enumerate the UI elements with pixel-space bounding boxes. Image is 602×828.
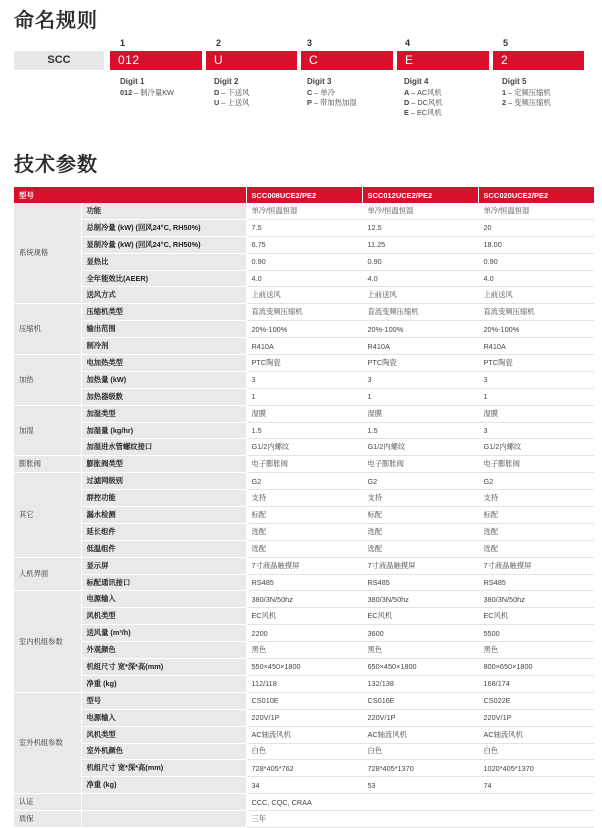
value-cell: 7.5 (246, 219, 362, 236)
digit-description: D – 下送风 U – 上送风 (214, 88, 250, 107)
value-cell: 1.5 (362, 422, 478, 439)
value-cell: 选配 (246, 523, 362, 540)
value-cell: 11.25 (362, 236, 478, 253)
code-digit-3: C (301, 51, 393, 70)
value-cell: 74 (478, 777, 594, 794)
table-row (14, 490, 594, 507)
param-cell: 送风量 (m³/h) (81, 625, 246, 642)
param-cell: 型号 (81, 692, 246, 709)
value-cell: 上前送风 (246, 287, 362, 304)
param-cell: 全年能效比(AEER) (81, 270, 246, 287)
value-cell: 白色 (246, 743, 362, 760)
table-row (14, 743, 594, 760)
table-header-row (14, 187, 594, 203)
value-cell: 7寸液晶触摸屏 (246, 557, 362, 574)
param-cell: 过滤网级别 (81, 473, 246, 490)
value-cell: 20%-100% (246, 321, 362, 338)
digit-description: 1 – 定频压缩机 2 – 变频压缩机 (502, 88, 551, 107)
digit-title: Digit 3 (307, 77, 332, 86)
value-cell: G1/2内螺纹 (362, 439, 478, 456)
param-cell: 漏水检测 (81, 507, 246, 524)
table-row (14, 338, 594, 355)
value-cell: PTC陶瓷 (478, 355, 594, 372)
table-row (14, 388, 594, 405)
table-row (14, 574, 594, 591)
table-row (14, 473, 594, 490)
value-cell: G1/2内螺纹 (478, 439, 594, 456)
value-cell: 220V/1P (246, 709, 362, 726)
table-row (14, 777, 594, 794)
table-row (14, 321, 594, 338)
value-cell: 黑色 (362, 642, 478, 659)
value-cell: 380/3N/50hz (246, 591, 362, 608)
value-cell: 直流变频压缩机 (246, 304, 362, 321)
value-cell: RS485 (478, 574, 594, 591)
digit-description: C – 单冷 P – 带加热加湿 (307, 88, 357, 107)
value-cell: 220V/1P (478, 709, 594, 726)
value-cell: 白色 (362, 743, 478, 760)
table-row (14, 270, 594, 287)
value-cell: 湿膜 (246, 405, 362, 422)
param-cell: 加湿进水管螺纹接口 (81, 439, 246, 456)
value-cell: 选配 (478, 523, 594, 540)
digit-title: Digit 5 (502, 77, 527, 86)
value-cell: G2 (246, 473, 362, 490)
value-cell: 380/3N/50hz (478, 591, 594, 608)
param-cell: 加湿类型 (81, 405, 246, 422)
value-cell: 3 (478, 422, 594, 439)
value-cell: AC轴流风机 (362, 726, 478, 743)
table-row (14, 659, 594, 676)
value-cell: 标配 (362, 507, 478, 524)
value-cell: 1020*405*1370 (478, 760, 594, 777)
value-cell: 标配 (478, 507, 594, 524)
value-cell: AC轴流风机 (246, 726, 362, 743)
digit-title: Digit 2 (214, 77, 239, 86)
table-row (14, 540, 594, 557)
category-cell: 质保 (14, 811, 81, 828)
table-row (14, 709, 594, 726)
value-cell: 1.5 (246, 422, 362, 439)
table-row (14, 675, 594, 692)
value-cell: 728*405*762 (246, 760, 362, 777)
table-row (14, 692, 594, 709)
value-cell: CS022E (478, 692, 594, 709)
code-digit-5: 2 (493, 51, 584, 70)
param-cell: 低温组件 (81, 540, 246, 557)
value-cell: 0.90 (246, 253, 362, 270)
value-cell: 支持 (478, 490, 594, 507)
code-digit-4: E (397, 51, 489, 70)
value-cell: 112/118 (246, 675, 362, 692)
value-cell: 黑色 (478, 642, 594, 659)
table-row (14, 608, 594, 625)
table-row (14, 236, 594, 253)
table-row (14, 507, 594, 524)
table-row (14, 726, 594, 743)
table-row (14, 591, 594, 608)
table-row (14, 355, 594, 372)
value-cell: 800×650×1800 (478, 659, 594, 676)
value-cell: 3600 (362, 625, 478, 642)
table-row (14, 523, 594, 540)
param-cell: 显制冷量 (kW) (回风24°C, RH50%) (81, 236, 246, 253)
value-cell: 选配 (362, 523, 478, 540)
spec-table (14, 187, 594, 828)
digit-number: 1 (120, 38, 126, 48)
param-cell: 净重 (kg) (81, 777, 246, 794)
value-cell: 选配 (246, 540, 362, 557)
value-cell: 12.5 (362, 219, 478, 236)
value-cell: 湿膜 (362, 405, 478, 422)
table-row (14, 642, 594, 659)
param-cell: 电源输入 (81, 591, 246, 608)
value-cell: 18.00 (478, 236, 594, 253)
category-cell: 室内机组参数 (14, 591, 81, 692)
value-cell: R410A (478, 338, 594, 355)
param-cell: 输出范围 (81, 321, 246, 338)
param-cell: 功能 (81, 203, 246, 219)
table-row (14, 811, 594, 828)
value-cell: 1 (362, 388, 478, 405)
table-row (14, 439, 594, 456)
table-row (14, 219, 594, 236)
value-cell: 3 (246, 371, 362, 388)
table-row (14, 557, 594, 574)
param-cell: 电源输入 (81, 709, 246, 726)
value-cell: CCC, CQC, CRAA (246, 794, 594, 811)
value-cell: 0.90 (362, 253, 478, 270)
value-cell: 4.0 (478, 270, 594, 287)
digit-number: 2 (216, 38, 222, 48)
table-row (14, 422, 594, 439)
category-cell: 系统规格 (14, 203, 81, 304)
model-column-header: SCC008UCE2/PE2 (246, 187, 362, 203)
value-cell: RS485 (246, 574, 362, 591)
value-cell: 电子膨胀阀 (362, 456, 478, 473)
category-cell: 其它 (14, 473, 81, 557)
value-cell: 3 (478, 371, 594, 388)
value-cell: 7寸液晶触摸屏 (478, 557, 594, 574)
model-header: 型号 (14, 187, 246, 203)
tech-params-title: 技术参数 (14, 154, 98, 176)
value-cell: 单冷/恒温恒湿 (246, 203, 362, 219)
value-cell: 选配 (478, 540, 594, 557)
value-cell: 支持 (362, 490, 478, 507)
value-cell: R410A (362, 338, 478, 355)
value-cell: 直流变频压缩机 (478, 304, 594, 321)
table-row (14, 456, 594, 473)
param-cell: 制冷剂 (81, 338, 246, 355)
category-cell: 膨胀阀 (14, 456, 81, 473)
value-cell: 标配 (246, 507, 362, 524)
value-cell: 650×450×1800 (362, 659, 478, 676)
value-cell: 220V/1P (362, 709, 478, 726)
param-cell: 外观颜色 (81, 642, 246, 659)
value-cell: 550×450×1800 (246, 659, 362, 676)
table-row (14, 371, 594, 388)
param-cell: 送风方式 (81, 287, 246, 304)
value-cell: 132/138 (362, 675, 478, 692)
digit-number: 3 (307, 38, 313, 48)
value-cell: 4.0 (362, 270, 478, 287)
value-cell: 0.90 (478, 253, 594, 270)
digit-description: A – AC风机 D – DC风机 E – EC风机 (404, 88, 443, 117)
digit-number: 4 (405, 38, 411, 48)
naming-rules-title: 命名规则 (14, 10, 98, 32)
value-cell: G2 (478, 473, 594, 490)
code-digit-2: U (206, 51, 297, 70)
value-cell: 单冷/恒温恒湿 (478, 203, 594, 219)
category-cell: 加热 (14, 355, 81, 406)
category-cell: 室外机组参数 (14, 692, 81, 793)
value-cell: G1/2内螺纹 (246, 439, 362, 456)
digit-title: Digit 4 (404, 77, 429, 86)
digit-description: 012 – 制冷量KW (120, 88, 174, 97)
param-cell: 加湿量 (kg/hr) (81, 422, 246, 439)
value-cell: CS010E (246, 692, 362, 709)
table-row (14, 625, 594, 642)
value-cell: 1 (246, 388, 362, 405)
value-cell: 3 (362, 371, 478, 388)
value-cell: PTC陶瓷 (246, 355, 362, 372)
value-cell: 4.0 (246, 270, 362, 287)
param-cell: 风机类型 (81, 608, 246, 625)
category-cell: 人机界面 (14, 557, 81, 591)
table-row (14, 253, 594, 270)
value-cell: R410A (246, 338, 362, 355)
category-cell: 加湿 (14, 405, 81, 456)
value-cell: 5500 (478, 625, 594, 642)
value-cell: 湿膜 (478, 405, 594, 422)
param-cell: 总制冷量 (kW) (回风24°C, RH50%) (81, 219, 246, 236)
value-cell: 三年 (246, 811, 594, 828)
value-cell: 选配 (362, 540, 478, 557)
value-cell: EC风机 (362, 608, 478, 625)
code-digit-1: 012 (110, 51, 202, 70)
param-cell: 延长组件 (81, 523, 246, 540)
value-cell: 黑色 (246, 642, 362, 659)
value-cell: 上前送风 (478, 287, 594, 304)
model-code-strip (14, 51, 584, 70)
value-cell: PTC陶瓷 (362, 355, 478, 372)
table-row (14, 760, 594, 777)
param-cell: 显热比 (81, 253, 246, 270)
model-column-header: SCC012UCE2/PE2 (362, 187, 478, 203)
code-prefix: SCC (14, 51, 104, 70)
table-row (14, 405, 594, 422)
param-cell: 标配通讯接口 (81, 574, 246, 591)
value-cell: 电子膨胀阀 (478, 456, 594, 473)
value-cell: RS485 (362, 574, 478, 591)
category-cell: 压缩机 (14, 304, 81, 355)
param-cell: 室外机颜色 (81, 743, 246, 760)
value-cell: CS016E (362, 692, 478, 709)
value-cell: 6.75 (246, 236, 362, 253)
value-cell: 1 (478, 388, 594, 405)
value-cell: AC轴流风机 (478, 726, 594, 743)
value-cell: 34 (246, 777, 362, 794)
value-cell: 20%-100% (362, 321, 478, 338)
param-cell: 净重 (kg) (81, 675, 246, 692)
param-cell: 压缩机类型 (81, 304, 246, 321)
category-cell: 认证 (14, 794, 81, 811)
param-cell: 膨胀阀类型 (81, 456, 246, 473)
param-cell: 显示屏 (81, 557, 246, 574)
param-cell: 机组尺寸 宽*深*高(mm) (81, 659, 246, 676)
param-cell: 风机类型 (81, 726, 246, 743)
param-cell-empty (81, 794, 246, 811)
value-cell: EC风机 (246, 608, 362, 625)
value-cell: 53 (362, 777, 478, 794)
param-cell: 加热量 (kW) (81, 371, 246, 388)
value-cell: 2200 (246, 625, 362, 642)
table-row (14, 287, 594, 304)
table-row (14, 304, 594, 321)
value-cell: 380/3N/50hz (362, 591, 478, 608)
value-cell: 直流变频压缩机 (362, 304, 478, 321)
value-cell: 单冷/恒温恒湿 (362, 203, 478, 219)
value-cell: 白色 (478, 743, 594, 760)
value-cell: 168/174 (478, 675, 594, 692)
param-cell: 电加热类型 (81, 355, 246, 372)
value-cell: 7寸液晶触摸屏 (362, 557, 478, 574)
param-cell: 群控功能 (81, 490, 246, 507)
value-cell: G2 (362, 473, 478, 490)
table-row (14, 203, 594, 219)
value-cell: 20 (478, 219, 594, 236)
table-row (14, 794, 594, 811)
digit-title: Digit 1 (120, 77, 145, 86)
value-cell: 电子膨胀阀 (246, 456, 362, 473)
value-cell: 支持 (246, 490, 362, 507)
param-cell: 机组尺寸 宽*深*高(mm) (81, 760, 246, 777)
model-column-header: SCC020UCE2/PE2 (478, 187, 594, 203)
value-cell: EC风机 (478, 608, 594, 625)
param-cell-empty (81, 811, 246, 828)
value-cell: 20%-100% (478, 321, 594, 338)
digit-number: 5 (503, 38, 509, 48)
value-cell: 728*405*1370 (362, 760, 478, 777)
value-cell: 上前送风 (362, 287, 478, 304)
param-cell: 加热器级数 (81, 388, 246, 405)
